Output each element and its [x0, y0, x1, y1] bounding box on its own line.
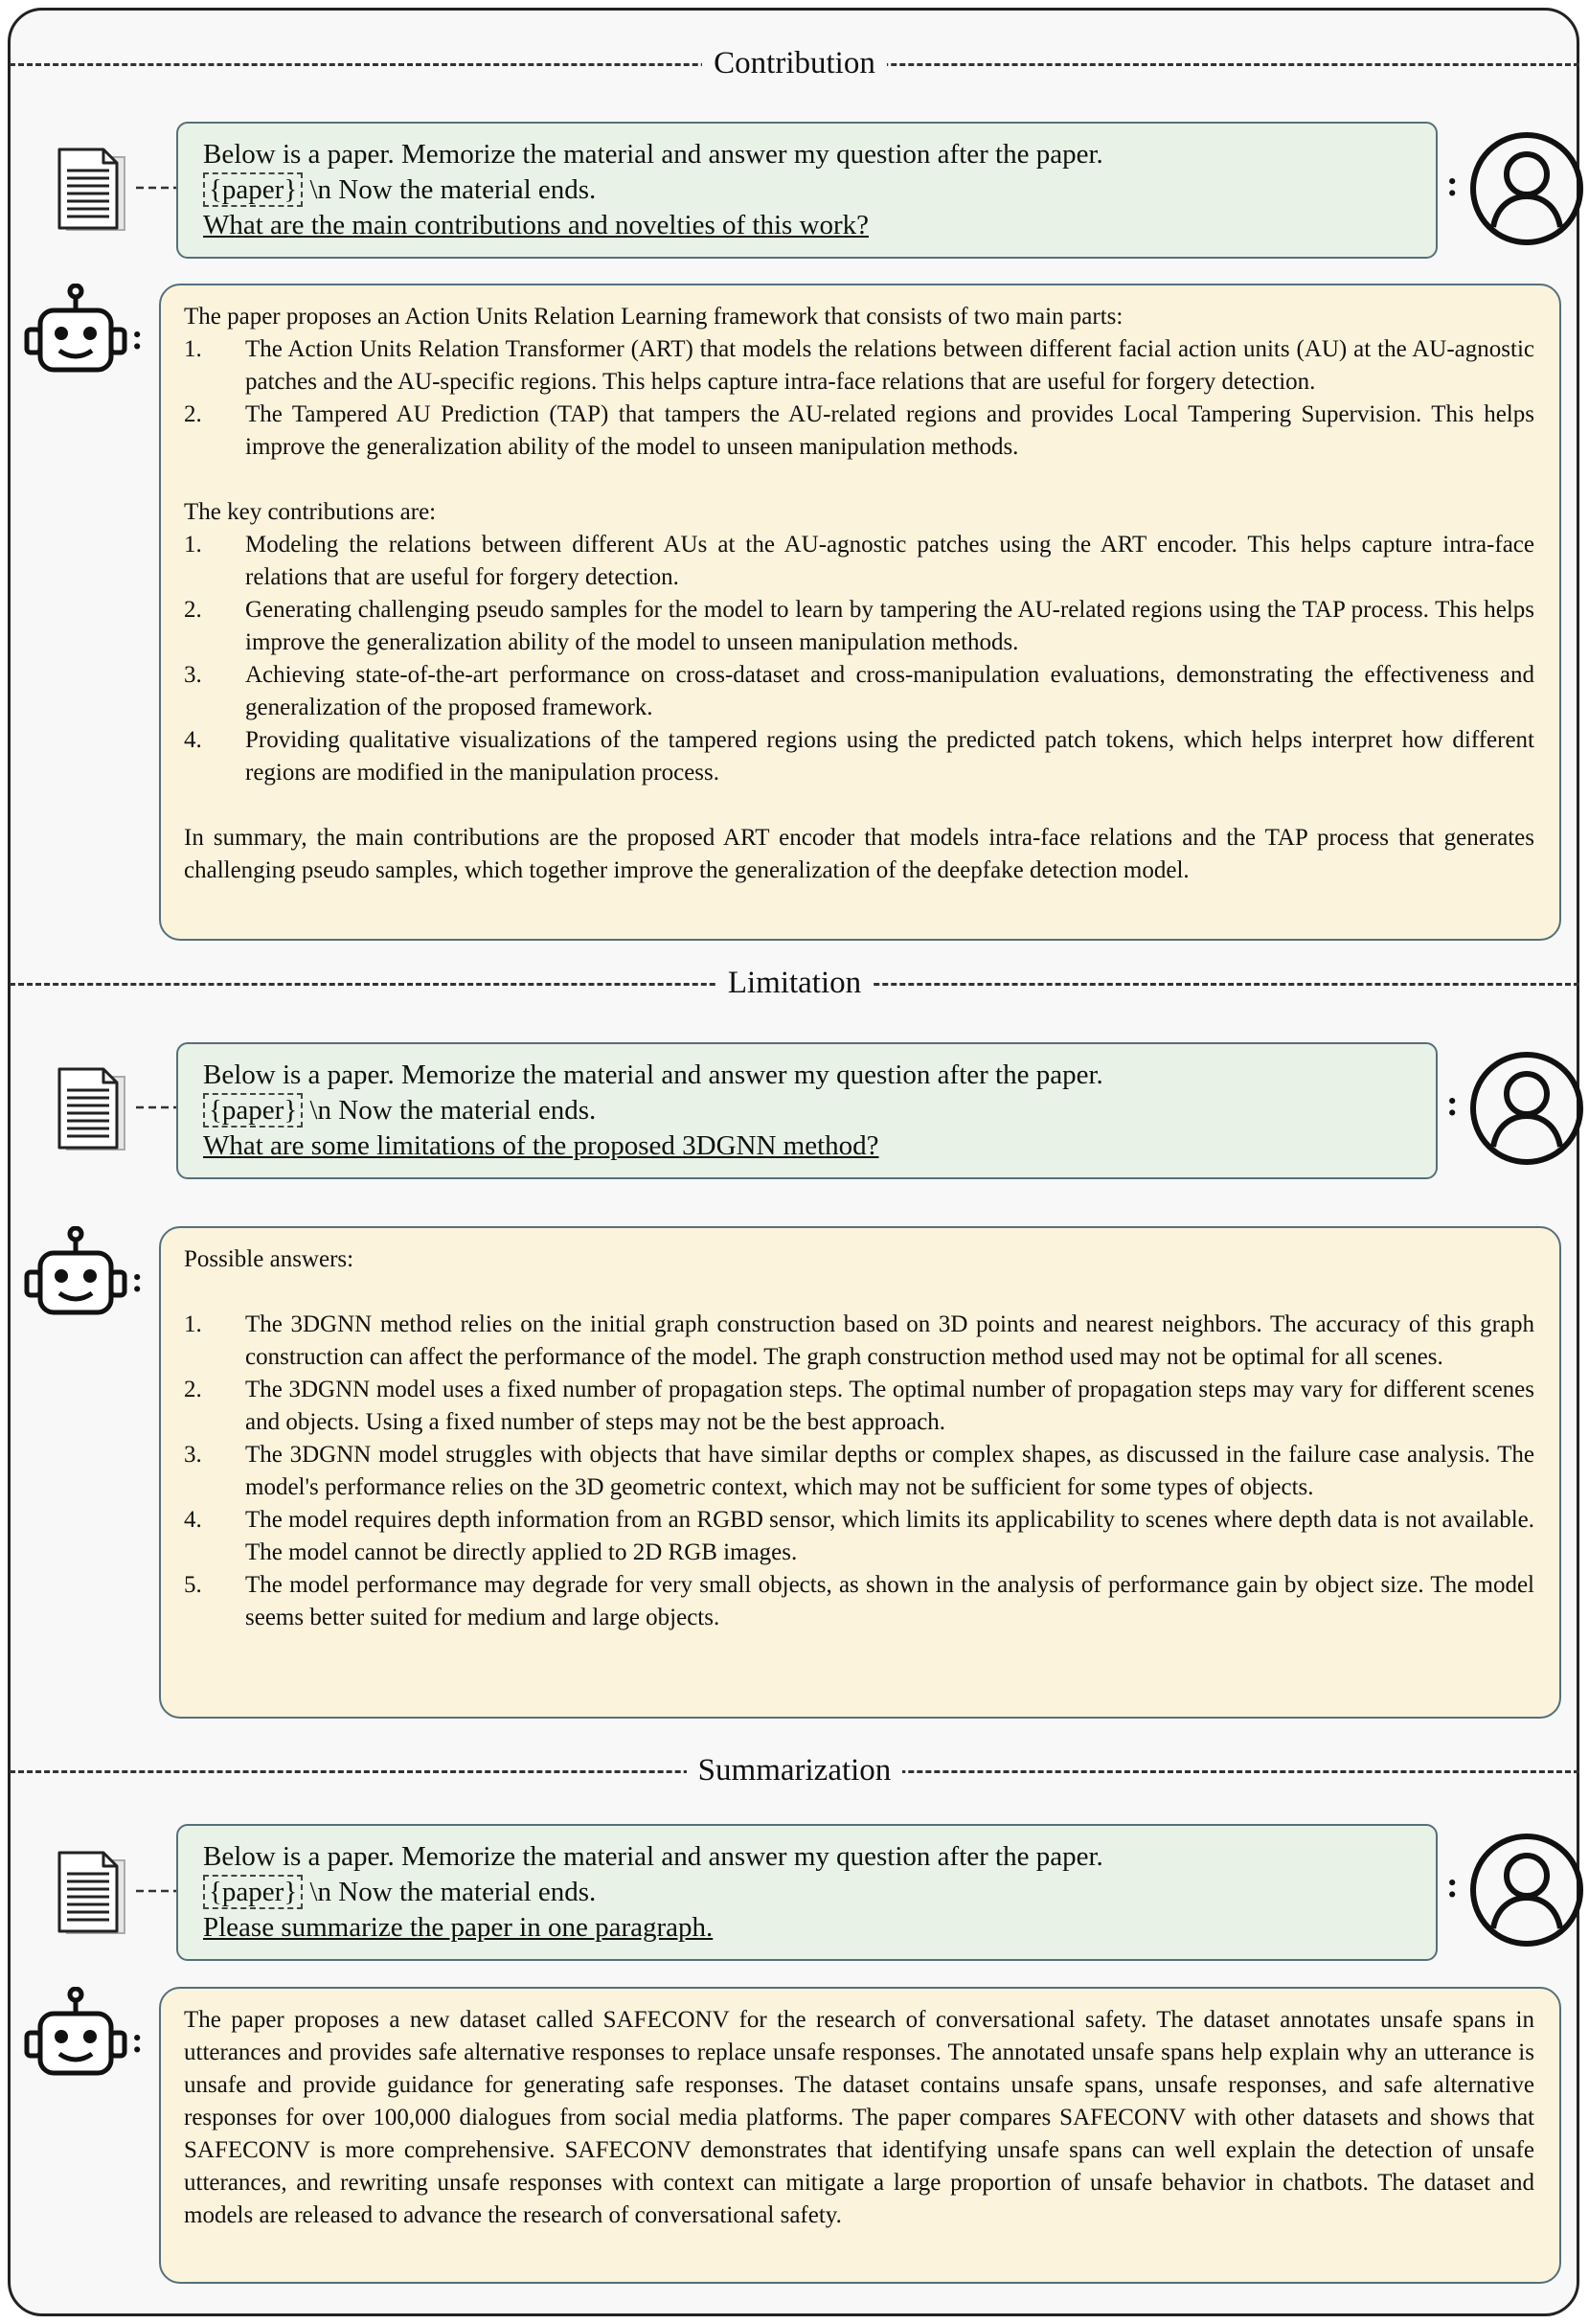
colon-separator: : — [131, 1260, 144, 1300]
bot-answer-box — [159, 1226, 1561, 1719]
user-icon — [1468, 130, 1585, 247]
list-item: 1. Modeling the relations between different AUs at the AU-agnostic patches using the ART encoder. This helps capture intra-face relations that are useful for forgery detection. — [184, 532, 1534, 590]
document-icon — [56, 1847, 132, 1939]
prompt-question: What are the main contributions and novelties of this work? — [203, 210, 870, 240]
section-title-limitation: Limitation — [0, 964, 1589, 1002]
answer-list — [184, 333, 1534, 464]
answer-paragraph: The paper proposes a new dataset called SAFECONV for the research of conversational safety. The dataset annotates unsafe spans in utterances and provides safe alternative responses to replace unsafe responses. The annotated unsafe spans help explain why an utterance is unsafe and provide guidance for generating safe responses. The dataset contains unsafe spans, unsafe responses, and safe alternative responses for over 100,000 dialogues from social media platforms. The paper compares SAFECONV with other datasets and shows that SAFECONV is more comprehensive. SAFECONV demonstrates that identifying unsafe spans can well explain the detection of unsafe utterances, and rewriting unsafe responses with context can mitigate a large proportion of unsafe behavior in chatbots. The dataset and models are released to advance the research of conversational safety. — [184, 2007, 1534, 2228]
answer-list-2 — [184, 529, 1534, 789]
colon-separator: : — [131, 2020, 144, 2061]
list-item: 5. The model performance may degrade for very small objects, as shown in the analysis of performance gain by object size. The model seems better suited for medium and large objects. — [184, 1572, 1534, 1630]
prompt-line-2 — [203, 1093, 1411, 1128]
robot-icon — [23, 1226, 128, 1322]
paper-placeholder: {paper} — [203, 1093, 303, 1128]
list-item: 4. Providing qualitative visualizations of the tampered regions using the predicted patch tokens, which helps interpret how different regions are modified in the manipulation process. — [184, 727, 1534, 786]
user-icon — [1468, 1832, 1585, 1948]
paper-placeholder: {paper} — [203, 172, 303, 207]
prompt-material-ends: \n Now the material ends. — [309, 1095, 597, 1126]
colon-separator: : — [1446, 1865, 1459, 1905]
bot-answer-box — [159, 1987, 1561, 2284]
answer-intro-2: The key contributions are: — [184, 499, 437, 525]
list-item: 2. Generating challenging pseudo samples for the model to learn by tampering the AU-related regions using the TAP process. This helps improve the generalization ability of the model to unseen manipulation methods. — [184, 597, 1534, 655]
bot-answer-box — [159, 284, 1561, 941]
prompt-question: Please summarize the paper in one paragraph. — [203, 1912, 714, 1943]
answer-intro: The paper proposes an Action Units Relation Learning framework that consists of two main parts: — [184, 304, 1124, 330]
list-item: 2. The Tampered AU Prediction (TAP) that tampers the AU-related regions and provides Local Tampering Supervision. This helps improve the generalization ability of the model to unseen manipulation methods. — [184, 401, 1534, 460]
document-icon — [56, 144, 132, 236]
answer-list — [184, 1309, 1534, 1634]
user-prompt-box — [176, 122, 1438, 259]
user-icon — [1468, 1050, 1585, 1167]
answer-summary: In summary, the main contributions are the proposed ART encoder that models intra-face relations and the TAP process that generates challenging pseudo samples, which together improve the generalization of the deepfake detection model. — [184, 825, 1534, 883]
user-prompt-box — [176, 1824, 1438, 1961]
prompt-material-ends: \n Now the material ends. — [309, 1877, 597, 1907]
section-title-contribution: Contribution — [0, 44, 1589, 82]
paper-placeholder: {paper} — [203, 1875, 303, 1909]
prompt-line-2 — [203, 172, 1411, 208]
colon-separator: : — [1446, 164, 1459, 204]
list-item: 3. Achieving state-of-the-art performance on cross-dataset and cross-manipulation evaluations, demonstrating the effectiveness and generalization of the proposed framework. — [184, 662, 1534, 720]
user-prompt-box — [176, 1042, 1438, 1179]
prompt-line-1: Below is a paper. Memorize the material and answer my question after the paper. — [203, 139, 1103, 170]
colon-separator: : — [1446, 1083, 1459, 1124]
prompt-line-2 — [203, 1875, 1411, 1910]
prompt-line-1: Below is a paper. Memorize the material and answer my question after the paper. — [203, 1059, 1103, 1090]
list-item: 3. The 3DGNN model struggles with objects that have similar depths or complex shapes, as discussed in the failure case analysis. The model's performance relies on the 3D geometric context, which may not be sufficient for some types of objects. — [184, 1442, 1534, 1500]
list-item: 2. The 3DGNN model uses a fixed number of propagation steps. The optimal number of propagation steps may vary for different scenes and objects. Using a fixed number of steps may not be the best approach. — [184, 1377, 1534, 1435]
colon-separator: : — [131, 317, 144, 357]
list-item: 4. The model requires depth information from an RGBD sensor, which limits its applicability to scenes where depth data is not available. The model cannot be directly applied to 2D RGB images. — [184, 1507, 1534, 1565]
prompt-line-1: Below is a paper. Memorize the material and answer my question after the paper. — [203, 1841, 1103, 1872]
document-icon — [56, 1063, 132, 1155]
list-item: 1. The Action Units Relation Transformer (ART) that models the relations between different facial action units (AU) at the AU-agnostic patches and the AU-specific regions. This helps capture intra-face relations that are useful for forgery detection. — [184, 336, 1534, 395]
robot-icon — [23, 284, 128, 379]
robot-icon — [23, 1987, 128, 2083]
section-title-summarization: Summarization — [0, 1751, 1589, 1789]
answer-intro: Possible answers: — [184, 1246, 354, 1272]
prompt-question: What are some limitations of the proposed 3DGNN method? — [203, 1130, 879, 1161]
prompt-material-ends: \n Now the material ends. — [309, 174, 597, 205]
list-item: 1. The 3DGNN method relies on the initial graph construction based on 3D points and nearest neighbors. The accuracy of this graph construction can affect the performance of the model. The graph construction method used may not be optimal for all scenes. — [184, 1311, 1534, 1370]
